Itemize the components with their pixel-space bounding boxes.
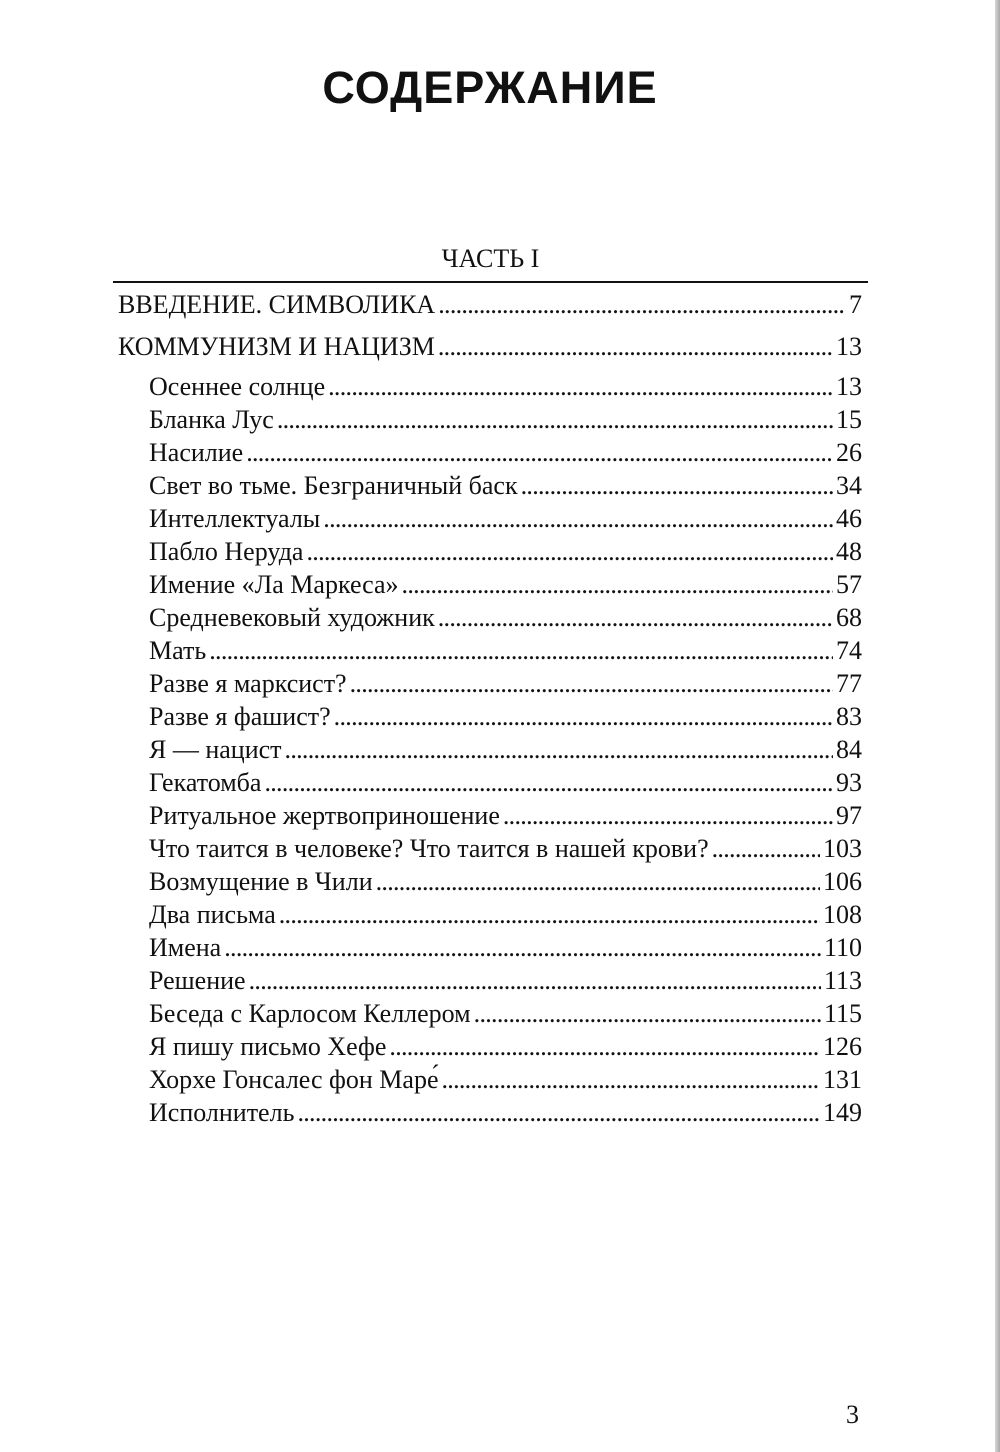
part-heading: ЧАСТЬ I: [441, 244, 540, 273]
toc-entry[interactable]: [118, 286, 862, 328]
toc-entry-title: Я — нацист: [149, 735, 282, 764]
toc-entry-page: 77: [836, 669, 862, 698]
dot-leader: [249, 964, 821, 997]
toc-entry-page: 83: [836, 702, 862, 731]
page-number: 3: [846, 1400, 859, 1429]
dot-leader: [521, 469, 833, 502]
toc-entry-page: 115: [823, 999, 862, 1028]
toc-entry-title: Решение: [149, 966, 246, 995]
toc-entry-title: Имение «Ла Маркеса»: [149, 570, 399, 599]
toc-entry-page: 68: [836, 603, 862, 632]
toc-entry-title: Пабло Неруда: [149, 537, 304, 566]
dot-leader: [306, 535, 833, 568]
dot-leader: [441, 1063, 820, 1096]
toc-entry-page: 149: [823, 1098, 862, 1127]
toc-entry[interactable]: [118, 436, 862, 469]
dot-leader: [277, 403, 833, 436]
toc-entry-title: Хорхе Гонсалес фон Маре́: [149, 1065, 439, 1094]
toc-entry-page: 46: [836, 504, 862, 533]
dot-leader: [323, 502, 833, 535]
dot-leader: [503, 799, 833, 832]
dot-leader: [376, 865, 820, 898]
toc-entry-title: Возмущение в Чили: [149, 867, 373, 896]
toc-entry-title: Беседа с Карлосом Келлером: [149, 999, 471, 1028]
dot-leader: [328, 370, 833, 403]
page-edge-shadow: [995, 0, 1000, 1452]
toc-entry-title: Насилие: [149, 438, 244, 467]
toc-entry-page: 126: [823, 1032, 862, 1061]
toc-entry-title: Разве я фашист?: [149, 702, 331, 731]
toc-entry[interactable]: [118, 1096, 862, 1129]
toc-entry-page: 34: [836, 471, 862, 500]
dot-leader: [712, 832, 820, 865]
toc-entry[interactable]: [118, 1030, 862, 1063]
toc-entry-title: ВВЕДЕНИЕ. СИМВОЛИКА: [118, 290, 436, 319]
toc-entry[interactable]: [118, 403, 862, 436]
dot-leader: [264, 766, 833, 799]
toc-entry[interactable]: [118, 535, 862, 568]
toc-entry-title: Бланка Лус: [149, 405, 274, 434]
toc-entry[interactable]: [118, 634, 862, 667]
toc-entry[interactable]: [118, 601, 862, 634]
toc-entry-page: 15: [836, 405, 862, 434]
dot-leader: [438, 286, 846, 324]
toc-entry[interactable]: [118, 568, 862, 601]
table-of-contents: [118, 286, 862, 1129]
toc-entry-title: Имена: [149, 933, 222, 962]
toc-entry[interactable]: [118, 898, 862, 931]
toc-entry[interactable]: [118, 832, 862, 865]
toc-entry[interactable]: [118, 667, 862, 700]
toc-entry[interactable]: [118, 766, 862, 799]
toc-entry-page: 84: [836, 735, 862, 764]
dot-leader: [209, 634, 833, 667]
toc-entry-page: 113: [823, 966, 862, 995]
toc-entry[interactable]: [118, 799, 862, 832]
toc-entry-page: 74: [836, 636, 862, 665]
dot-leader: [279, 898, 820, 931]
dot-leader: [285, 733, 833, 766]
toc-entry-title: Что таится в человеке? Что таится в нашей крови?: [149, 834, 709, 863]
toc-entry-title: Осеннее солнце: [149, 372, 326, 401]
toc-entry[interactable]: [118, 700, 862, 733]
toc-entry-page: 106: [823, 867, 862, 896]
toc-entry-title: Мать: [149, 636, 207, 665]
toc-entry-title: Я пишу письмо Хефе: [149, 1032, 387, 1061]
dot-leader: [224, 931, 821, 964]
toc-entry[interactable]: [118, 733, 862, 766]
toc-entry[interactable]: [118, 931, 862, 964]
toc-entry-page: 93: [836, 768, 862, 797]
dot-leader: [297, 1096, 820, 1129]
toc-entry-page: 13: [836, 372, 862, 401]
toc-entry[interactable]: [118, 469, 862, 502]
toc-entry-page: 108: [823, 900, 862, 929]
toc-entry-page: 97: [836, 801, 862, 830]
toc-entry-title: Ритуальное жертвоприношение: [149, 801, 500, 830]
toc-entry-page: 13: [836, 332, 862, 361]
toc-entry-title: КОММУНИЗМ И НАЦИЗМ: [118, 332, 435, 361]
toc-entry-page: 57: [836, 570, 862, 599]
toc-entry-page: 110: [823, 933, 862, 962]
toc-entry-title: Средневековый художник: [149, 603, 435, 632]
dot-leader: [402, 568, 833, 601]
page-title: СОДЕРЖАНИЕ: [322, 62, 658, 113]
toc-entry-title: Исполнитель: [149, 1098, 295, 1127]
dot-leader: [389, 1030, 820, 1063]
dot-leader: [246, 436, 833, 469]
toc-entry-page: 26: [836, 438, 862, 467]
toc-entry-page: 131: [823, 1065, 862, 1094]
toc-entry[interactable]: [118, 370, 862, 403]
dot-leader: [334, 700, 833, 733]
dot-leader: [474, 997, 821, 1030]
dot-leader: [438, 328, 833, 366]
toc-entry[interactable]: [118, 964, 862, 997]
toc-entry-title: Два письма: [149, 900, 276, 929]
dot-leader: [350, 667, 833, 700]
toc-entry[interactable]: [118, 1063, 862, 1096]
toc-entry-page: 7: [849, 290, 862, 319]
toc-entry-title: Интеллектуалы: [149, 504, 321, 533]
dot-leader: [438, 601, 833, 634]
toc-entry-title: Свет во тьме. Безграничный баск: [149, 471, 518, 500]
toc-entry-title: Гекатомба: [149, 768, 262, 797]
toc-entry-title: Разве я марксист?: [149, 669, 347, 698]
toc-entry[interactable]: [118, 328, 862, 370]
divider: [113, 281, 868, 283]
toc-entry[interactable]: [118, 865, 862, 898]
toc-entry-page: 48: [836, 537, 862, 566]
toc-entry-page: 103: [823, 834, 862, 863]
toc-entry[interactable]: [118, 997, 862, 1030]
toc-entry[interactable]: [118, 502, 862, 535]
